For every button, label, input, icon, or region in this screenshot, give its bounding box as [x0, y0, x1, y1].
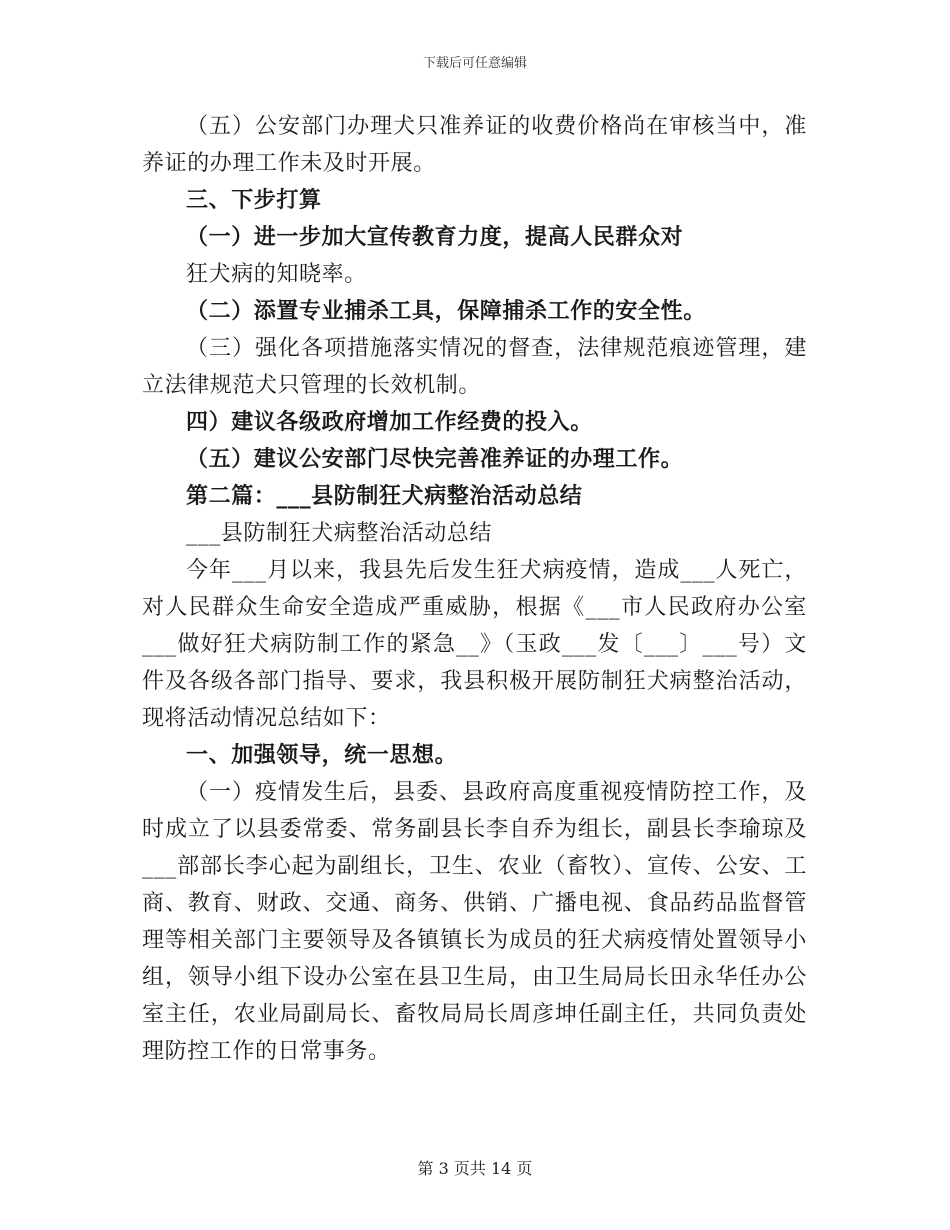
- plan-item-2: （二）添置专业捕杀工具，保障捕杀工作的安全性。: [186, 298, 706, 324]
- chapter-two-subtitle: ___县防制狂犬病整治活动总结: [186, 521, 493, 546]
- paragraph-intro: 今年___月以来，我县先后发生狂犬病疫情，造成___人死亡，对人民群众生命安全造成严重威胁，根据《___市人民政府办公室___做好狂犬病防制工作的紧急__》（玉政___发〔___〕___号）文件及各级各部门指导、要求，我县积极开展防制狂犬病整治活动，现将活动情况总结如下：: [142, 558, 807, 731]
- plan-item-4: 四）建议各级政府增加工作经费的投入。: [186, 409, 593, 435]
- paragraph-leadership-1: （一）疫情发生后，县委、县政府高度重视疫情防控工作，及时成立了以县委常委、常务副县长李自乔为组长，副县长李瑜琼及___部部长李心起为副组长，卫生、农业（畜牧）、宣传、公安、工商、教育、财政、交通、商务、供销、广播电视、食品药品监督管理等相关部门主要领导及各镇镇长为成员的狂犬病疫情处置领导小组，领导小组下设办公室在县卫生局，由卫生局局长田永华任办公室主任，农业局副局长、畜牧局局长周彦坤任副主任，共同负责处理防控工作的日常事务。: [142, 780, 807, 1064]
- section-heading-leadership: 一、加强领导，统一思想。: [186, 742, 458, 768]
- page-footer: 第 3 页共 14 页: [417, 1159, 533, 1178]
- plan-item-3: （三）强化各项措施落实情况的督查，法律规范痕迹管理，建立法律规范犬只管理的长效机制。: [142, 336, 807, 398]
- section-heading-plans: 三、下步打算: [186, 187, 322, 213]
- plan-item-1: （一）进一步加大宣传教育力度，提高人民群众对: [186, 224, 684, 250]
- paragraph-1: （五）公安部门办理犬只准养证的收费价格尚在审核当中，准养证的办理工作未及时开展。: [142, 114, 807, 176]
- plan-item-5: （五）建议公安部门尽快完善准养证的办理工作。: [186, 446, 684, 472]
- plan-item-1-continued: 狂犬病的知晓率。: [186, 262, 367, 287]
- page-header: 下载后可任意编辑: [422, 56, 527, 71]
- chapter-two-heading: 第二篇：___县防制狂犬病整治活动总结: [186, 483, 583, 509]
- document-body: [142, 108, 807, 1070]
